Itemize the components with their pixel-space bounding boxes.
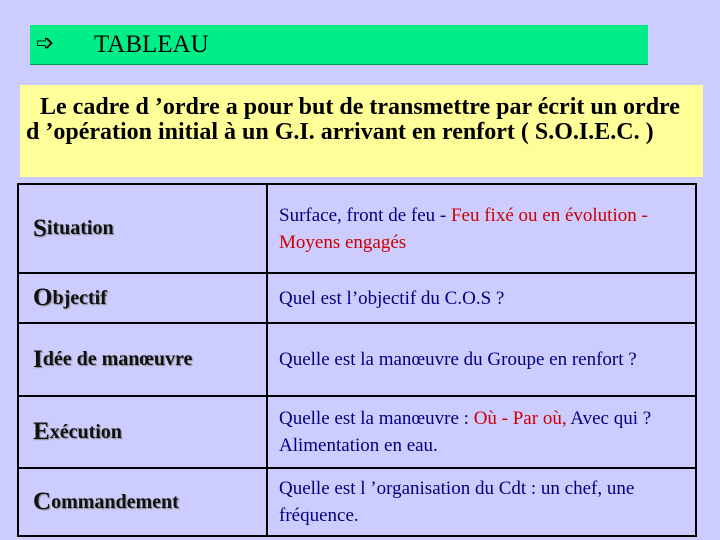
row-label [19,185,268,272]
row-value [268,469,695,535]
table-row [19,274,695,324]
label-initial: I [33,345,43,373]
value-part: Où - Par où, [473,408,567,429]
page-title: TABLEAU [94,31,209,58]
table-row [19,469,695,535]
arrow-right-icon: ➩ [36,31,55,56]
label-rest: dée de manœuvre [42,348,193,370]
value-part: Quelle est la manœuvre : [279,408,474,429]
table-row [19,324,695,397]
value-part: Avec qui ? Alimentation en eau. [279,408,652,456]
intro-text: Le cadre d ’ordre a pour but de transmettre par écrit un ordre d ’opération initial à un G.I. arrivant en renfort ( S.O.I.E.C. ) [26,94,680,145]
value-part: Feu fixé ou en évolution - Moyens engagés [279,204,648,253]
row-label [19,274,268,322]
value-part: Quelle est l ’organisation du Cdt : un chef, une fréquence. [279,478,635,526]
table-row [19,397,695,469]
row-label [19,469,268,535]
row-label [19,397,268,467]
label-rest: ituation [46,217,114,239]
label-rest: bjectif [52,286,107,309]
title-bar [30,25,648,65]
value-part: Surface, front de feu - [279,204,451,226]
label-initial: O [33,284,53,311]
row-value [268,397,695,467]
label-initial: S [33,214,47,242]
label-initial: C [33,488,52,515]
value-part: Quel est l’objectif du C.O.S ? [279,287,505,309]
label-rest: xécution [49,420,122,443]
value-part: Quelle est la manœuvre du Groupe en renfort ? [279,349,637,370]
label-initial: E [33,418,50,445]
label-rest: ommandement [51,490,179,513]
row-value [268,324,695,395]
row-label [19,324,268,395]
table-row [19,185,695,274]
row-value [268,185,695,272]
row-value [268,274,695,322]
soiec-table [17,183,697,537]
intro-box [20,85,703,177]
